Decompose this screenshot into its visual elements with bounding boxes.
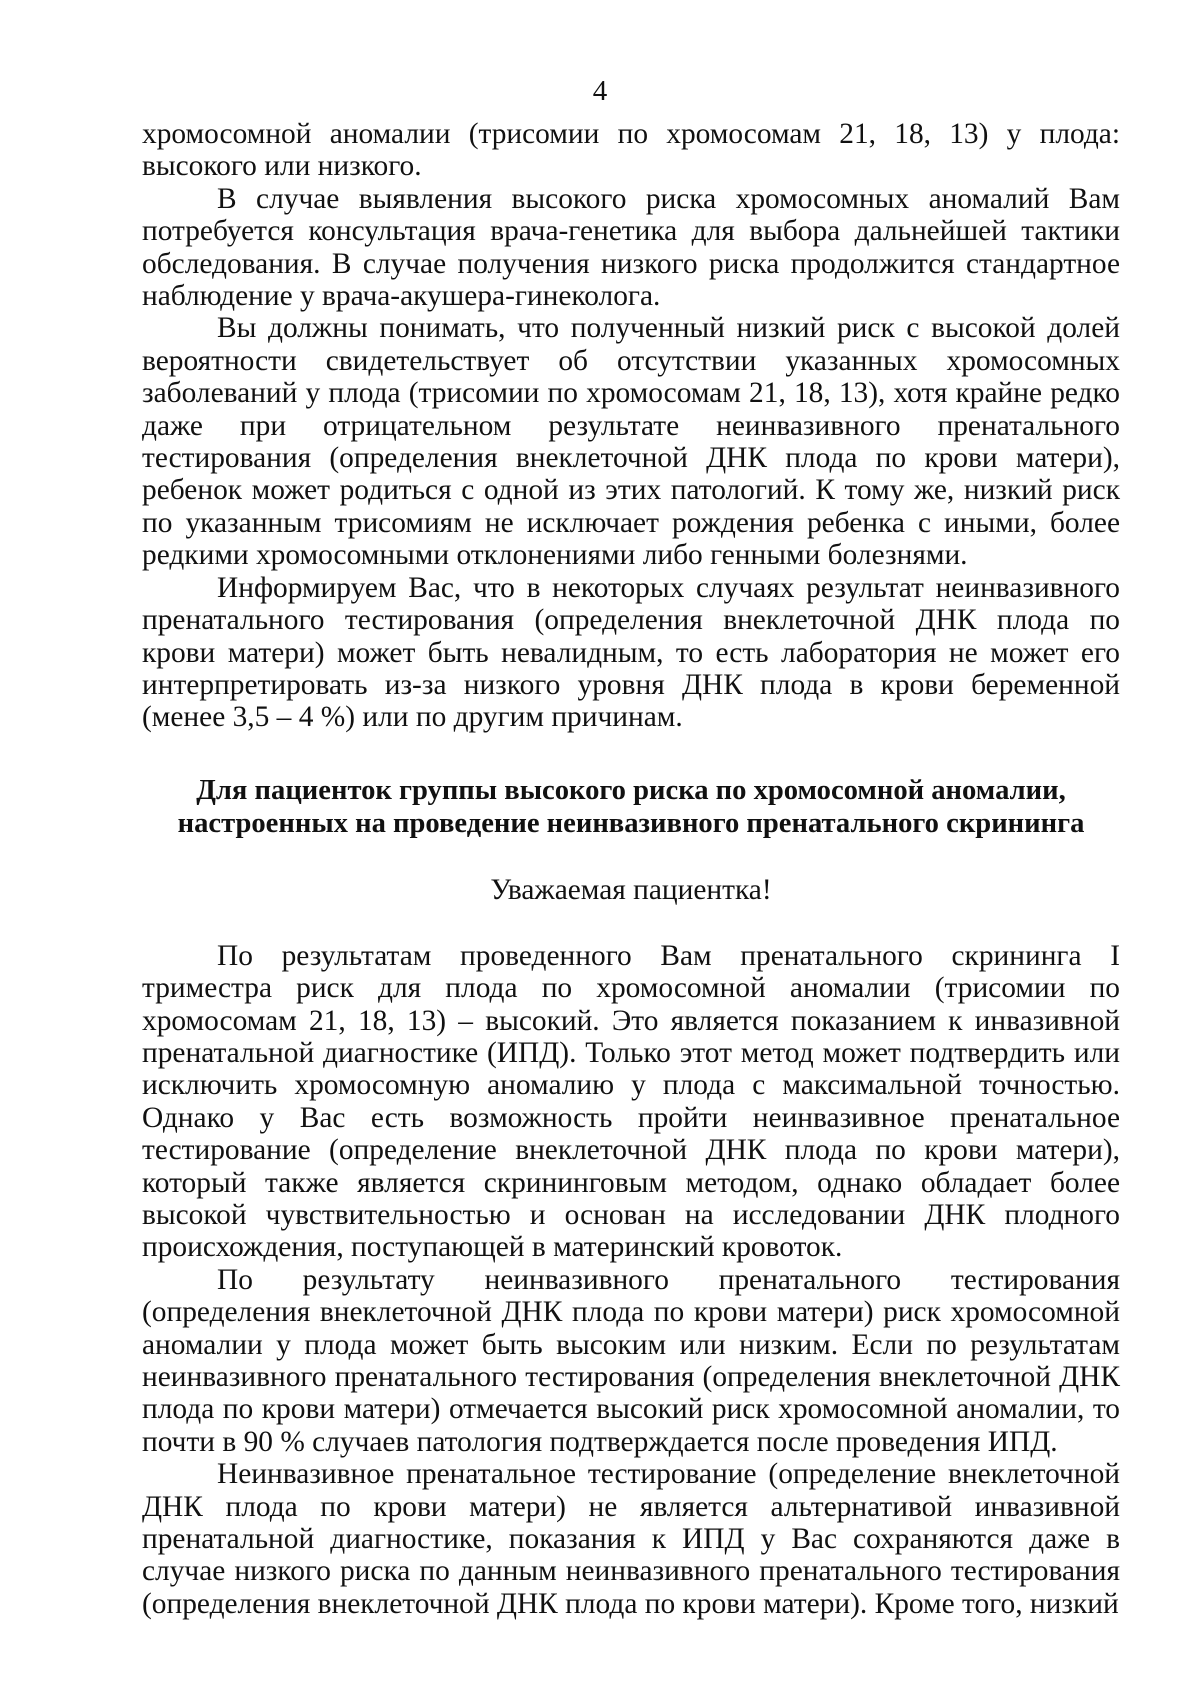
section-heading <box>142 774 1120 840</box>
paragraph-invalid-result: Информируем Вас, что в некоторых случаях результат неинвазивного пренатального тестирования (определения внеклеточной ДНК плода по крови матери) может быть невалидным, то есть лаборатория не может его интерпретировать из-за низкого уровня ДНК плода в крови беременной (менее 3,5 – 4 %) или по другим причинам. <box>142 571 1120 734</box>
salutation: Уважаемая пациентка! <box>490 873 772 906</box>
paragraph-not-alternative: Неинвазивное пренатальное тестирование (определение внеклеточной ДНК плода по крови матери) не является альтернативой инвазивной пренатальной диагностике, показания к ИПД у Вас сохраняются даже в случае низкого риска по данным неинвазивного пренатального тестирования (определения внеклеточной ДНК плода по крови матери). Кроме того, низкий <box>142 1458 1120 1620</box>
section-heading-line-2: настроенных на проведение неинвазивного пренатального скрининга <box>177 807 1085 839</box>
section-heading-line-1: Для пациенток группы высокого риска по хромосомной аномалии, <box>196 774 1066 806</box>
page-number: 4 <box>592 75 608 107</box>
paragraph-consultation: В случае выявления высокого риска хромосомных аномалий Вам потребуется консультация врача-генетика для выбора дальнейшей тактики обследования. В случае получения низкого риска продолжится стандартное наблюдение у врача-акушера-гинеколога. <box>142 182 1120 313</box>
paragraph-low-risk-explanation: Вы должны понимать, что полученный низкий риск с высокой долей вероятности свидетельствует об отсутствии указанных хромосомных заболеваний у плода (трисомии по хромосомам 21, 18, 13), хотя крайне редко даже при отрицательном результате неинвазивного пренатального тестирования (определения внеклеточной ДНК плода по крови матери), ребенок может родиться с одной из этих патологий. К тому же, низкий риск по указанным трисомиям не исключает рождения ребенка с иными, более редкими хромосомными отклонениями либо генными болезнями. <box>142 312 1120 572</box>
paragraph-nipt-result: По результату неинвазивного пренатального тестирования (определения внеклеточной ДНК плода по крови матери) риск хромосомной аномалии у плода может быть высоким или низким. Если по результатам неинвазивного пренатального тестирования (определения внеклеточной ДНК плода по крови матери) отмечается высокий риск хромосомной аномалии, то почти в 90 % случаев патология подтверждается после проведения ИПД. <box>142 1263 1120 1458</box>
document-body <box>142 118 1120 1620</box>
intro-continuation: хромосомной аномалии (трисомии по хромосомам 21, 18, 13) у плода: высокого или низкого. <box>142 118 1120 183</box>
paragraph-screening-result: По результатам проведенного Вам пренатального скрининга I триместра риск для плода по хромосомной аномалии (трисомии по хромосомам 21, 18, 13) – высокий. Это является показанием к инвазивной пренатальной диагностике (ИПД). Только этот метод может подтвердить или исключить хромосомную аномалию у плода с максимальной точностью. Однако у Вас есть возможность пройти неинвазивное пренатальное тестирование (определение внеклеточной ДНК плода по крови матери), который также является скрининговым методом, однако обладает более высокой чувствительностью и основан на исследовании ДНК плодного происхождения, поступающей в материнский кровоток. <box>142 939 1120 1264</box>
